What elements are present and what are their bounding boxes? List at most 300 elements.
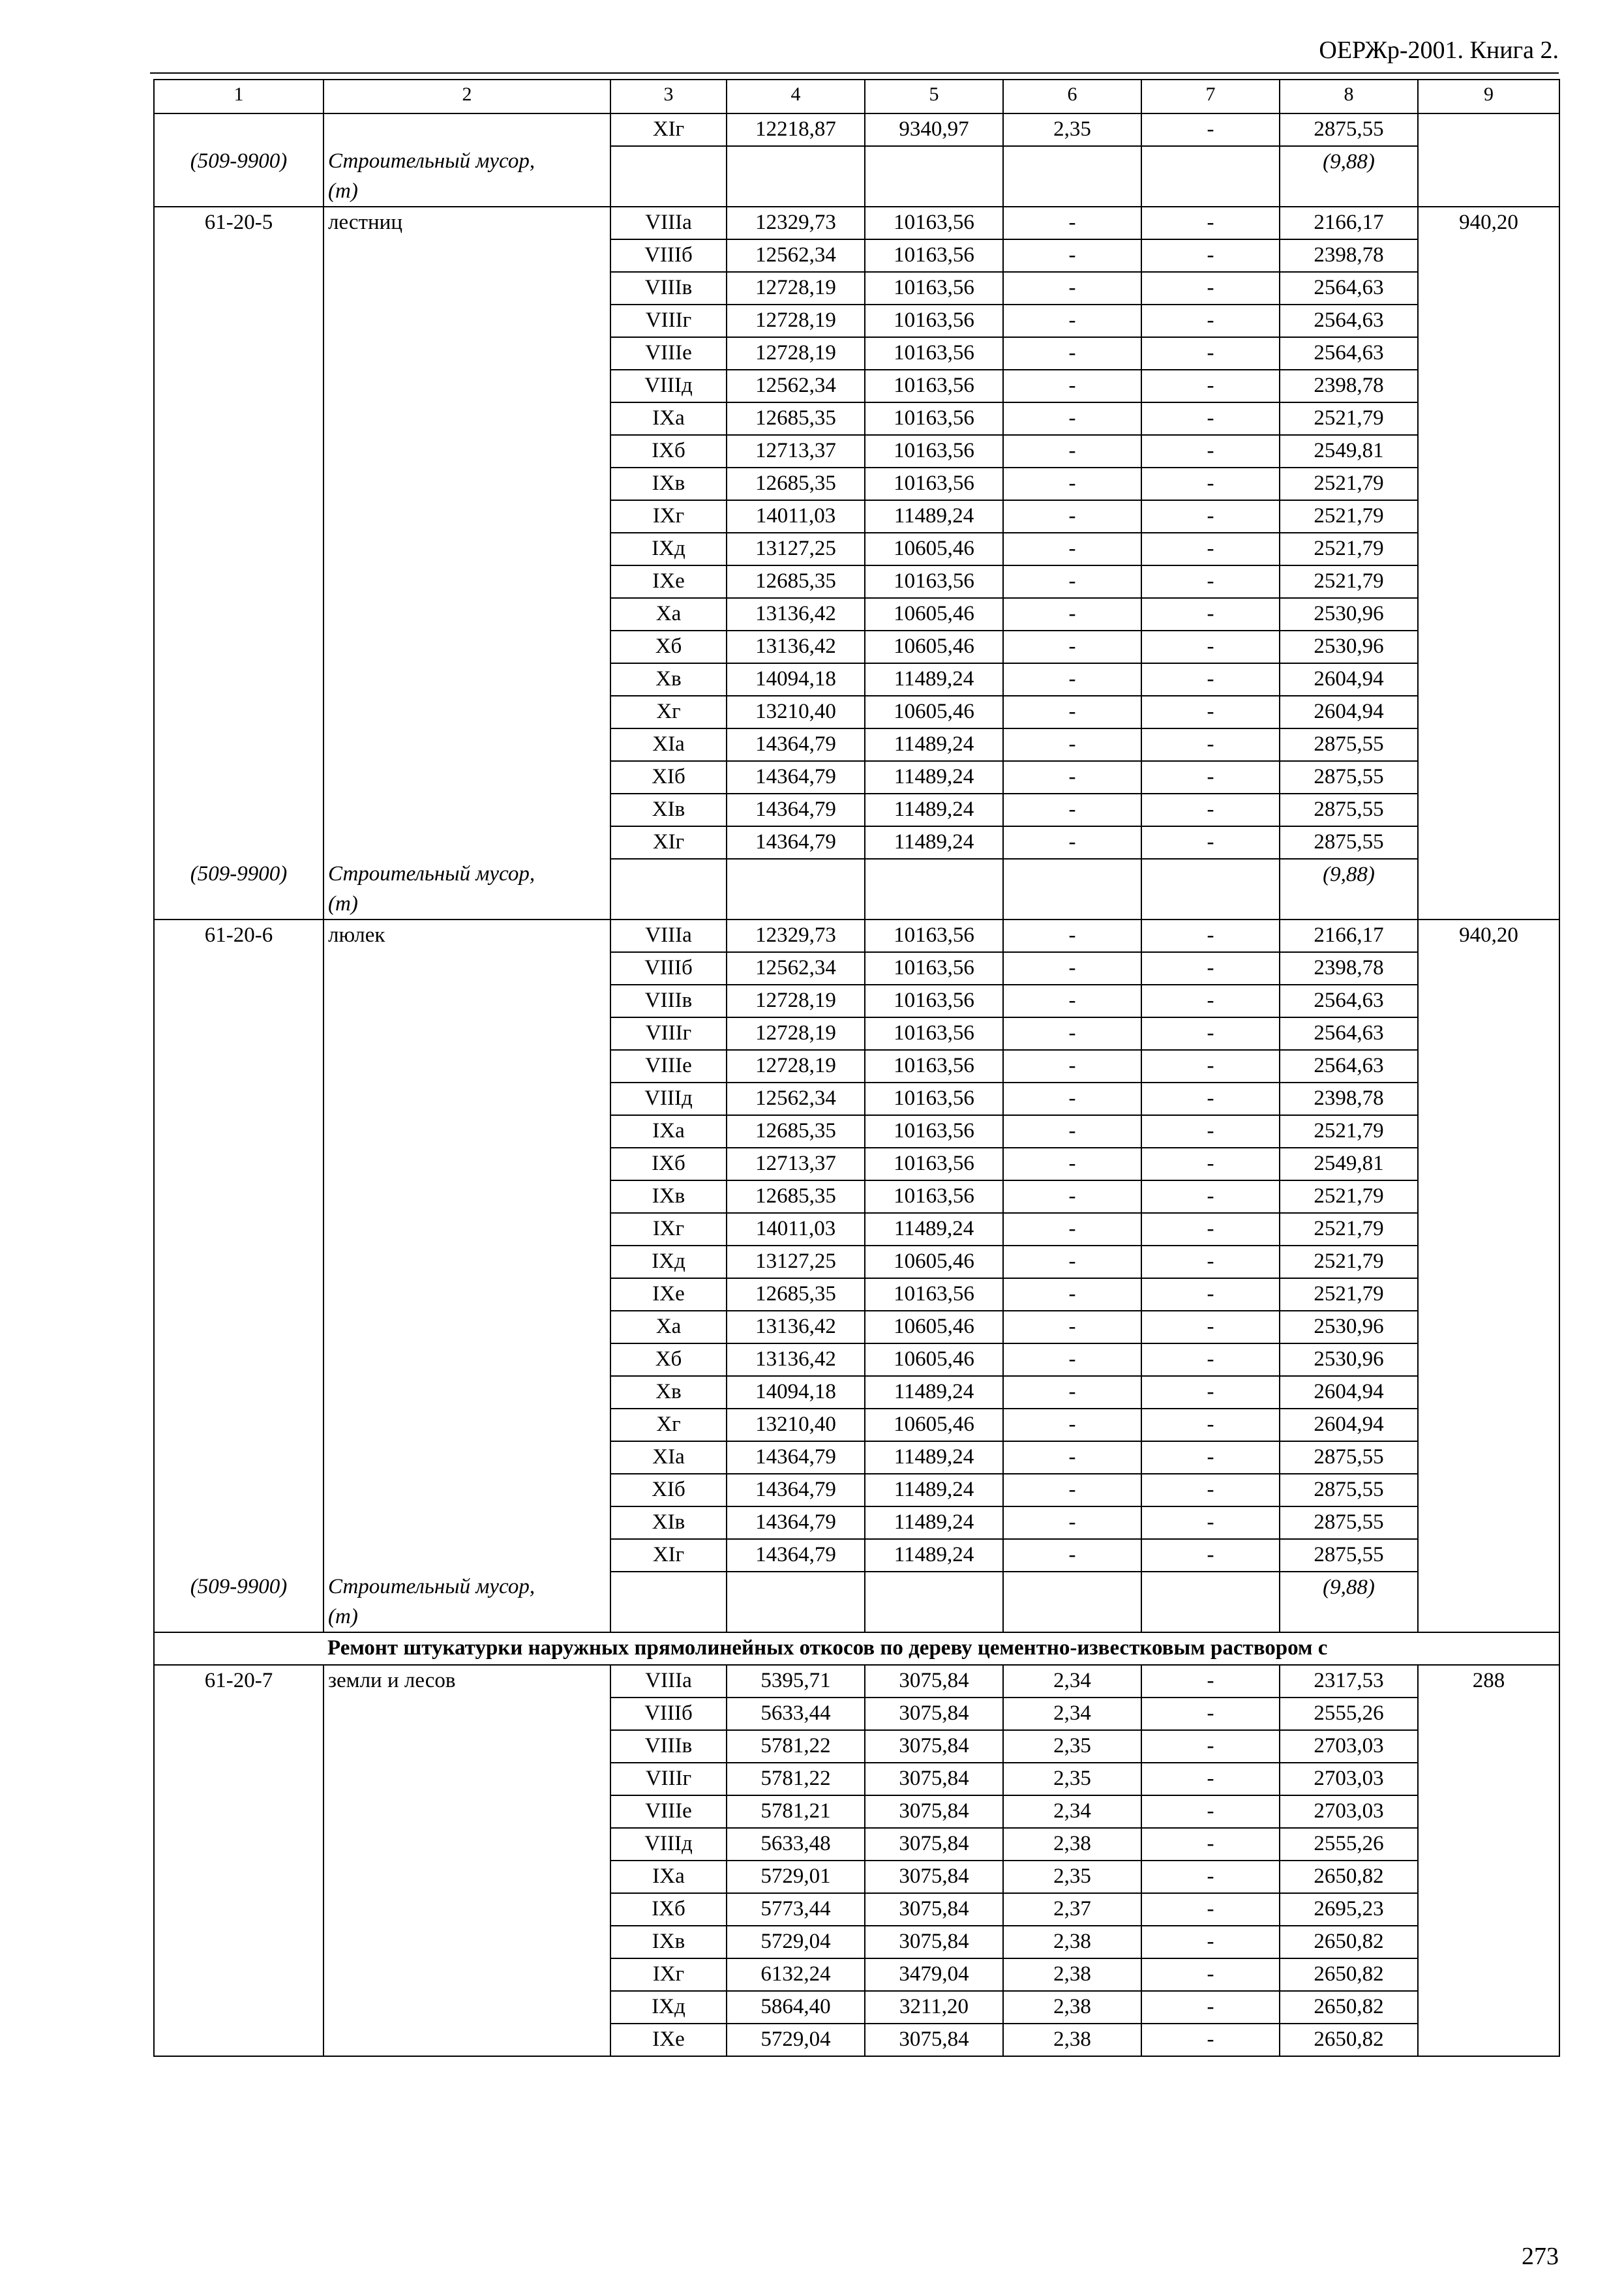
zone-cell: Xг bbox=[610, 696, 727, 728]
value-cell: 940,20 bbox=[1418, 920, 1559, 952]
value-cell: 2564,63 bbox=[1280, 1050, 1418, 1083]
value-cell: 12685,35 bbox=[727, 1180, 865, 1213]
work-name-cell bbox=[323, 1376, 610, 1409]
value-cell: 14364,79 bbox=[727, 1506, 865, 1539]
value-cell: - bbox=[1141, 663, 1280, 696]
table-row bbox=[154, 1376, 1559, 1409]
waste-name-cell bbox=[323, 146, 610, 207]
table-row bbox=[154, 500, 1559, 533]
zone-cell: XIв bbox=[610, 1506, 727, 1539]
waste-unit: (т) bbox=[328, 1605, 358, 1628]
value-cell: 2650,82 bbox=[1280, 1861, 1418, 1893]
rate-code-cell bbox=[154, 1180, 323, 1213]
zone-cell: VIIIд bbox=[610, 1083, 727, 1115]
value-cell: - bbox=[1003, 696, 1141, 728]
value-cell bbox=[1418, 1343, 1559, 1376]
table-row bbox=[154, 1474, 1559, 1506]
rate-code-cell bbox=[154, 1213, 323, 1246]
value-cell: - bbox=[1003, 305, 1141, 337]
value-cell bbox=[1418, 402, 1559, 435]
table-row bbox=[154, 1050, 1559, 1083]
work-name-cell bbox=[323, 272, 610, 305]
zone-cell: VIIIб bbox=[610, 239, 727, 272]
value-cell bbox=[1418, 663, 1559, 696]
value-cell: 13136,42 bbox=[727, 1343, 865, 1376]
value-cell: - bbox=[1003, 337, 1141, 370]
value-cell: - bbox=[1003, 239, 1141, 272]
column-number: 6 bbox=[1003, 80, 1141, 113]
rate-code-cell bbox=[154, 1083, 323, 1115]
value-cell: 13210,40 bbox=[727, 1409, 865, 1441]
value-cell: 2549,81 bbox=[1280, 435, 1418, 468]
value-cell: - bbox=[1003, 1409, 1141, 1441]
value-cell bbox=[1418, 1278, 1559, 1311]
value-cell: 2530,96 bbox=[1280, 598, 1418, 631]
value-cell: - bbox=[1141, 1958, 1280, 1991]
table-row bbox=[154, 1539, 1559, 1572]
rate-code-cell bbox=[154, 1376, 323, 1409]
value-cell bbox=[1418, 239, 1559, 272]
value-cell: 10163,56 bbox=[865, 272, 1003, 305]
value-cell bbox=[1418, 435, 1559, 468]
value-cell bbox=[1418, 468, 1559, 500]
value-cell: 12685,35 bbox=[727, 1115, 865, 1148]
value-cell: 5633,48 bbox=[727, 1828, 865, 1861]
value-cell: 2555,26 bbox=[1280, 1698, 1418, 1730]
zone-cell: VIIIг bbox=[610, 305, 727, 337]
value-cell: - bbox=[1003, 598, 1141, 631]
table-row bbox=[154, 272, 1559, 305]
waste-value-cell: (9,88) bbox=[1280, 146, 1418, 207]
table-row bbox=[154, 305, 1559, 337]
work-name-cell bbox=[323, 1050, 610, 1083]
table-row bbox=[154, 1828, 1559, 1861]
rate-code-cell bbox=[154, 2024, 323, 2056]
value-cell: 13210,40 bbox=[727, 696, 865, 728]
value-cell bbox=[1418, 1474, 1559, 1506]
table-row bbox=[154, 1991, 1559, 2024]
value-cell: - bbox=[1003, 1441, 1141, 1474]
rate-code-cell bbox=[154, 985, 323, 1017]
zone-cell: IXа bbox=[610, 1115, 727, 1148]
empty-cell bbox=[1003, 146, 1141, 207]
rate-code-cell: 61-20-5 bbox=[154, 207, 323, 239]
work-name-cell bbox=[323, 533, 610, 565]
value-cell: 11489,24 bbox=[865, 1441, 1003, 1474]
value-cell: 2703,03 bbox=[1280, 1763, 1418, 1795]
value-cell: 5633,44 bbox=[727, 1698, 865, 1730]
table-row bbox=[154, 1926, 1559, 1958]
value-cell: 14011,03 bbox=[727, 500, 865, 533]
value-cell bbox=[1418, 1795, 1559, 1828]
value-cell: 2398,78 bbox=[1280, 952, 1418, 985]
value-cell: 14364,79 bbox=[727, 1539, 865, 1572]
rate-code-cell bbox=[154, 1311, 323, 1343]
value-cell: 2875,55 bbox=[1280, 1441, 1418, 1474]
value-cell: 2604,94 bbox=[1280, 696, 1418, 728]
value-cell bbox=[1418, 1180, 1559, 1213]
zone-cell: VIIIе bbox=[610, 1050, 727, 1083]
value-cell: 2,34 bbox=[1003, 1665, 1141, 1698]
value-cell: 10163,56 bbox=[865, 207, 1003, 239]
value-cell: 5864,40 bbox=[727, 1991, 865, 2024]
value-cell: 14364,79 bbox=[727, 728, 865, 761]
work-name-cell: люлек bbox=[323, 920, 610, 952]
value-cell: 2521,79 bbox=[1280, 1180, 1418, 1213]
value-cell: - bbox=[1141, 1213, 1280, 1246]
value-cell: 12728,19 bbox=[727, 337, 865, 370]
value-cell: - bbox=[1141, 113, 1280, 146]
document-header-title: ОЕРЖр-2001. Книга 2. bbox=[1319, 37, 1559, 64]
zone-cell: VIIIг bbox=[610, 1763, 727, 1795]
value-cell: - bbox=[1141, 1828, 1280, 1861]
value-cell: 2,35 bbox=[1003, 113, 1141, 146]
table-row bbox=[154, 1017, 1559, 1050]
empty-cell bbox=[865, 859, 1003, 920]
empty-cell bbox=[865, 146, 1003, 207]
zone-cell: VIIIе bbox=[610, 1795, 727, 1828]
rate-code-cell bbox=[154, 1926, 323, 1958]
value-cell: 3075,84 bbox=[865, 1698, 1003, 1730]
empty-cell bbox=[610, 1572, 727, 1632]
value-cell: - bbox=[1003, 663, 1141, 696]
work-name-cell bbox=[323, 1763, 610, 1795]
work-name-cell bbox=[323, 696, 610, 728]
value-cell: - bbox=[1141, 1278, 1280, 1311]
value-cell bbox=[1418, 1893, 1559, 1926]
rate-code-cell bbox=[154, 598, 323, 631]
rate-code-cell bbox=[154, 1828, 323, 1861]
empty-cell bbox=[727, 859, 865, 920]
table-row bbox=[154, 761, 1559, 794]
value-cell: - bbox=[1141, 1311, 1280, 1343]
work-name-cell bbox=[323, 1795, 610, 1828]
column-number: 7 bbox=[1141, 80, 1280, 113]
column-number: 4 bbox=[727, 80, 865, 113]
value-cell: - bbox=[1141, 1539, 1280, 1572]
rate-code-cell bbox=[154, 1148, 323, 1180]
value-cell: 11489,24 bbox=[865, 728, 1003, 761]
waste-code-cell: (509-9900) bbox=[154, 146, 323, 207]
value-cell: 288 bbox=[1418, 1665, 1559, 1698]
value-cell: - bbox=[1141, 985, 1280, 1017]
header-rule bbox=[150, 72, 1559, 74]
value-cell bbox=[1418, 728, 1559, 761]
work-name-cell bbox=[323, 113, 610, 146]
value-cell: - bbox=[1141, 1698, 1280, 1730]
work-name-cell bbox=[323, 952, 610, 985]
zone-cell: Xб bbox=[610, 631, 727, 663]
value-cell: 5729,01 bbox=[727, 1861, 865, 1893]
value-cell: 2875,55 bbox=[1280, 826, 1418, 859]
value-cell: 2166,17 bbox=[1280, 920, 1418, 952]
value-cell: 11489,24 bbox=[865, 1539, 1003, 1572]
value-cell: 3075,84 bbox=[865, 2024, 1003, 2056]
zone-cell: Xб bbox=[610, 1343, 727, 1376]
value-cell: 10163,56 bbox=[865, 1050, 1003, 1083]
value-cell bbox=[1418, 337, 1559, 370]
value-cell: - bbox=[1003, 435, 1141, 468]
value-cell: 2,38 bbox=[1003, 1991, 1141, 2024]
value-cell: - bbox=[1003, 1376, 1141, 1409]
value-cell: 11489,24 bbox=[865, 500, 1003, 533]
value-cell: 10163,56 bbox=[865, 435, 1003, 468]
value-cell: - bbox=[1003, 533, 1141, 565]
column-number: 9 bbox=[1418, 80, 1559, 113]
value-cell: 12329,73 bbox=[727, 207, 865, 239]
value-cell: - bbox=[1141, 1115, 1280, 1148]
value-cell: 2875,55 bbox=[1280, 728, 1418, 761]
value-cell: 2604,94 bbox=[1280, 1376, 1418, 1409]
table-row bbox=[154, 631, 1559, 663]
value-cell: - bbox=[1003, 1050, 1141, 1083]
work-name-cell bbox=[323, 1343, 610, 1376]
value-cell: - bbox=[1141, 1017, 1280, 1050]
value-cell: 3211,20 bbox=[865, 1991, 1003, 2024]
zone-cell: IXб bbox=[610, 1148, 727, 1180]
value-cell: 5781,21 bbox=[727, 1795, 865, 1828]
work-name-cell bbox=[323, 1828, 610, 1861]
value-cell: 2,35 bbox=[1003, 1861, 1141, 1893]
work-name-cell bbox=[323, 1278, 610, 1311]
empty-cell bbox=[1003, 859, 1141, 920]
work-name-cell bbox=[323, 985, 610, 1017]
zone-cell: IXд bbox=[610, 533, 727, 565]
value-cell: - bbox=[1141, 2024, 1280, 2056]
table-row bbox=[154, 533, 1559, 565]
value-cell: 2,35 bbox=[1003, 1763, 1141, 1795]
zone-cell: XIа bbox=[610, 1441, 727, 1474]
section-title: Ремонт штукатурки наружных прямолинейных откосов по дереву цементно-известковым раствором с bbox=[323, 1632, 1559, 1665]
value-cell: 2,38 bbox=[1003, 1828, 1141, 1861]
rate-code-cell bbox=[154, 794, 323, 826]
table-row bbox=[154, 1115, 1559, 1148]
value-cell: - bbox=[1003, 500, 1141, 533]
value-cell bbox=[1418, 761, 1559, 794]
value-cell: - bbox=[1003, 952, 1141, 985]
value-cell: - bbox=[1003, 728, 1141, 761]
value-cell bbox=[1418, 1926, 1559, 1958]
work-name-cell bbox=[323, 565, 610, 598]
empty-cell bbox=[610, 146, 727, 207]
value-cell: 10163,56 bbox=[865, 1180, 1003, 1213]
value-cell: 12728,19 bbox=[727, 305, 865, 337]
rate-code-cell bbox=[154, 305, 323, 337]
value-cell: 3075,84 bbox=[865, 1926, 1003, 1958]
zone-cell: VIIIв bbox=[610, 272, 727, 305]
value-cell: 10163,56 bbox=[865, 952, 1003, 985]
value-cell: 13127,25 bbox=[727, 1246, 865, 1278]
work-name-cell bbox=[323, 1861, 610, 1893]
table-row bbox=[154, 2024, 1559, 2056]
value-cell: - bbox=[1141, 598, 1280, 631]
value-cell: 13136,42 bbox=[727, 631, 865, 663]
table-row bbox=[154, 1730, 1559, 1763]
value-cell: 10163,56 bbox=[865, 402, 1003, 435]
zone-cell: VIIIв bbox=[610, 1730, 727, 1763]
value-cell: 12329,73 bbox=[727, 920, 865, 952]
value-cell bbox=[1418, 696, 1559, 728]
value-cell: 2521,79 bbox=[1280, 1213, 1418, 1246]
waste-value-cell: (9,88) bbox=[1280, 859, 1418, 920]
table-row bbox=[154, 1343, 1559, 1376]
value-cell: 3479,04 bbox=[865, 1958, 1003, 1991]
work-name-cell bbox=[323, 370, 610, 402]
value-cell: - bbox=[1003, 631, 1141, 663]
value-cell bbox=[1418, 1730, 1559, 1763]
zone-cell: IXа bbox=[610, 1861, 727, 1893]
value-cell bbox=[1418, 370, 1559, 402]
rate-code-cell bbox=[154, 696, 323, 728]
work-name-cell bbox=[323, 402, 610, 435]
value-cell: 11489,24 bbox=[865, 1506, 1003, 1539]
value-cell: - bbox=[1141, 402, 1280, 435]
value-cell: 2650,82 bbox=[1280, 1991, 1418, 2024]
value-cell: - bbox=[1141, 565, 1280, 598]
value-cell: - bbox=[1141, 468, 1280, 500]
value-cell: - bbox=[1141, 337, 1280, 370]
rate-code-cell bbox=[154, 1893, 323, 1926]
value-cell: 2875,55 bbox=[1280, 1506, 1418, 1539]
zone-cell: VIIIа bbox=[610, 920, 727, 952]
value-cell: - bbox=[1003, 1246, 1141, 1278]
value-cell: 14364,79 bbox=[727, 1474, 865, 1506]
zone-cell: XIг bbox=[610, 1539, 727, 1572]
rate-code-cell bbox=[154, 113, 323, 146]
table-row bbox=[154, 207, 1559, 239]
value-cell: 12562,34 bbox=[727, 239, 865, 272]
table-row bbox=[154, 794, 1559, 826]
value-cell: 5729,04 bbox=[727, 2024, 865, 2056]
value-cell: 10163,56 bbox=[865, 239, 1003, 272]
value-cell: 2650,82 bbox=[1280, 1926, 1418, 1958]
table-row bbox=[154, 952, 1559, 985]
value-cell: - bbox=[1141, 1376, 1280, 1409]
value-cell bbox=[1418, 1539, 1559, 1572]
work-name-cell bbox=[323, 1246, 610, 1278]
value-cell: - bbox=[1141, 696, 1280, 728]
column-number: 3 bbox=[610, 80, 727, 113]
value-cell bbox=[1418, 1083, 1559, 1115]
value-cell: 2549,81 bbox=[1280, 1148, 1418, 1180]
work-name-cell bbox=[323, 794, 610, 826]
value-cell: 11489,24 bbox=[865, 794, 1003, 826]
value-cell: 2875,55 bbox=[1280, 794, 1418, 826]
work-name-cell: лестниц bbox=[323, 207, 610, 239]
value-cell: 2530,96 bbox=[1280, 1311, 1418, 1343]
column-number: 1 bbox=[154, 80, 323, 113]
rate-code-cell bbox=[154, 761, 323, 794]
value-cell: - bbox=[1003, 985, 1141, 1017]
value-cell: - bbox=[1003, 761, 1141, 794]
value-cell: 2875,55 bbox=[1280, 1539, 1418, 1572]
page-number: 273 bbox=[1522, 2243, 1559, 2270]
zone-cell: IXг bbox=[610, 1958, 727, 1991]
value-cell bbox=[1418, 1213, 1559, 1246]
value-cell bbox=[1418, 533, 1559, 565]
work-name-cell bbox=[323, 2024, 610, 2056]
work-name-cell bbox=[323, 1213, 610, 1246]
waste-code-cell: (509-9900) bbox=[154, 859, 323, 920]
value-cell: - bbox=[1141, 1861, 1280, 1893]
value-cell: 10163,56 bbox=[865, 1115, 1003, 1148]
value-cell: 2564,63 bbox=[1280, 337, 1418, 370]
value-cell: - bbox=[1003, 794, 1141, 826]
value-cell: - bbox=[1141, 1050, 1280, 1083]
work-name-cell bbox=[323, 1441, 610, 1474]
zone-cell: IXа bbox=[610, 402, 727, 435]
value-cell bbox=[1418, 1148, 1559, 1180]
value-cell: - bbox=[1141, 272, 1280, 305]
value-cell: 10605,46 bbox=[865, 1246, 1003, 1278]
value-cell: - bbox=[1141, 1246, 1280, 1278]
work-name-cell bbox=[323, 1539, 610, 1572]
value-cell: - bbox=[1141, 1474, 1280, 1506]
value-cell: 12562,34 bbox=[727, 370, 865, 402]
work-name-cell bbox=[323, 1017, 610, 1050]
rate-code-cell bbox=[154, 500, 323, 533]
zone-cell: IXв bbox=[610, 468, 727, 500]
value-cell: 11489,24 bbox=[865, 1376, 1003, 1409]
work-name-cell bbox=[323, 337, 610, 370]
value-cell: 14094,18 bbox=[727, 1376, 865, 1409]
work-name-cell bbox=[323, 305, 610, 337]
value-cell: 10163,56 bbox=[865, 985, 1003, 1017]
value-cell: 2703,03 bbox=[1280, 1730, 1418, 1763]
value-cell: 5773,44 bbox=[727, 1893, 865, 1926]
value-cell: 13136,42 bbox=[727, 1311, 865, 1343]
value-cell: 3075,84 bbox=[865, 1730, 1003, 1763]
empty-cell bbox=[1003, 1572, 1141, 1632]
column-number: 5 bbox=[865, 80, 1003, 113]
value-cell: - bbox=[1141, 1441, 1280, 1474]
value-cell bbox=[1418, 1958, 1559, 1991]
value-cell: - bbox=[1003, 207, 1141, 239]
value-cell: 2555,26 bbox=[1280, 1828, 1418, 1861]
work-name-cell bbox=[323, 1958, 610, 1991]
zone-cell: VIIIа bbox=[610, 207, 727, 239]
work-name-cell bbox=[323, 631, 610, 663]
value-cell: - bbox=[1141, 920, 1280, 952]
table-row bbox=[154, 1861, 1559, 1893]
work-name-cell bbox=[323, 1311, 610, 1343]
zone-cell: IXб bbox=[610, 1893, 727, 1926]
value-cell: 3075,84 bbox=[865, 1665, 1003, 1698]
work-name-cell bbox=[323, 761, 610, 794]
value-cell: 2703,03 bbox=[1280, 1795, 1418, 1828]
work-name-cell bbox=[323, 1730, 610, 1763]
value-cell: - bbox=[1003, 402, 1141, 435]
value-cell bbox=[1418, 1828, 1559, 1861]
rates-table-body bbox=[154, 80, 1559, 2056]
rate-code-cell bbox=[154, 1795, 323, 1828]
value-cell: - bbox=[1141, 761, 1280, 794]
rate-code-cell bbox=[154, 1730, 323, 1763]
value-cell bbox=[1418, 2024, 1559, 2056]
table-row bbox=[154, 920, 1559, 952]
rate-code-cell bbox=[154, 1409, 323, 1441]
work-name-cell: земли и лесов bbox=[323, 1665, 610, 1698]
work-name-cell bbox=[323, 1698, 610, 1730]
zone-cell: IXв bbox=[610, 1926, 727, 1958]
empty-cell bbox=[1418, 146, 1559, 207]
rate-code-cell bbox=[154, 1278, 323, 1311]
value-cell: 14364,79 bbox=[727, 1441, 865, 1474]
value-cell bbox=[1418, 565, 1559, 598]
value-cell: 10605,46 bbox=[865, 1343, 1003, 1376]
rate-code-cell bbox=[154, 1050, 323, 1083]
table-row bbox=[154, 1278, 1559, 1311]
